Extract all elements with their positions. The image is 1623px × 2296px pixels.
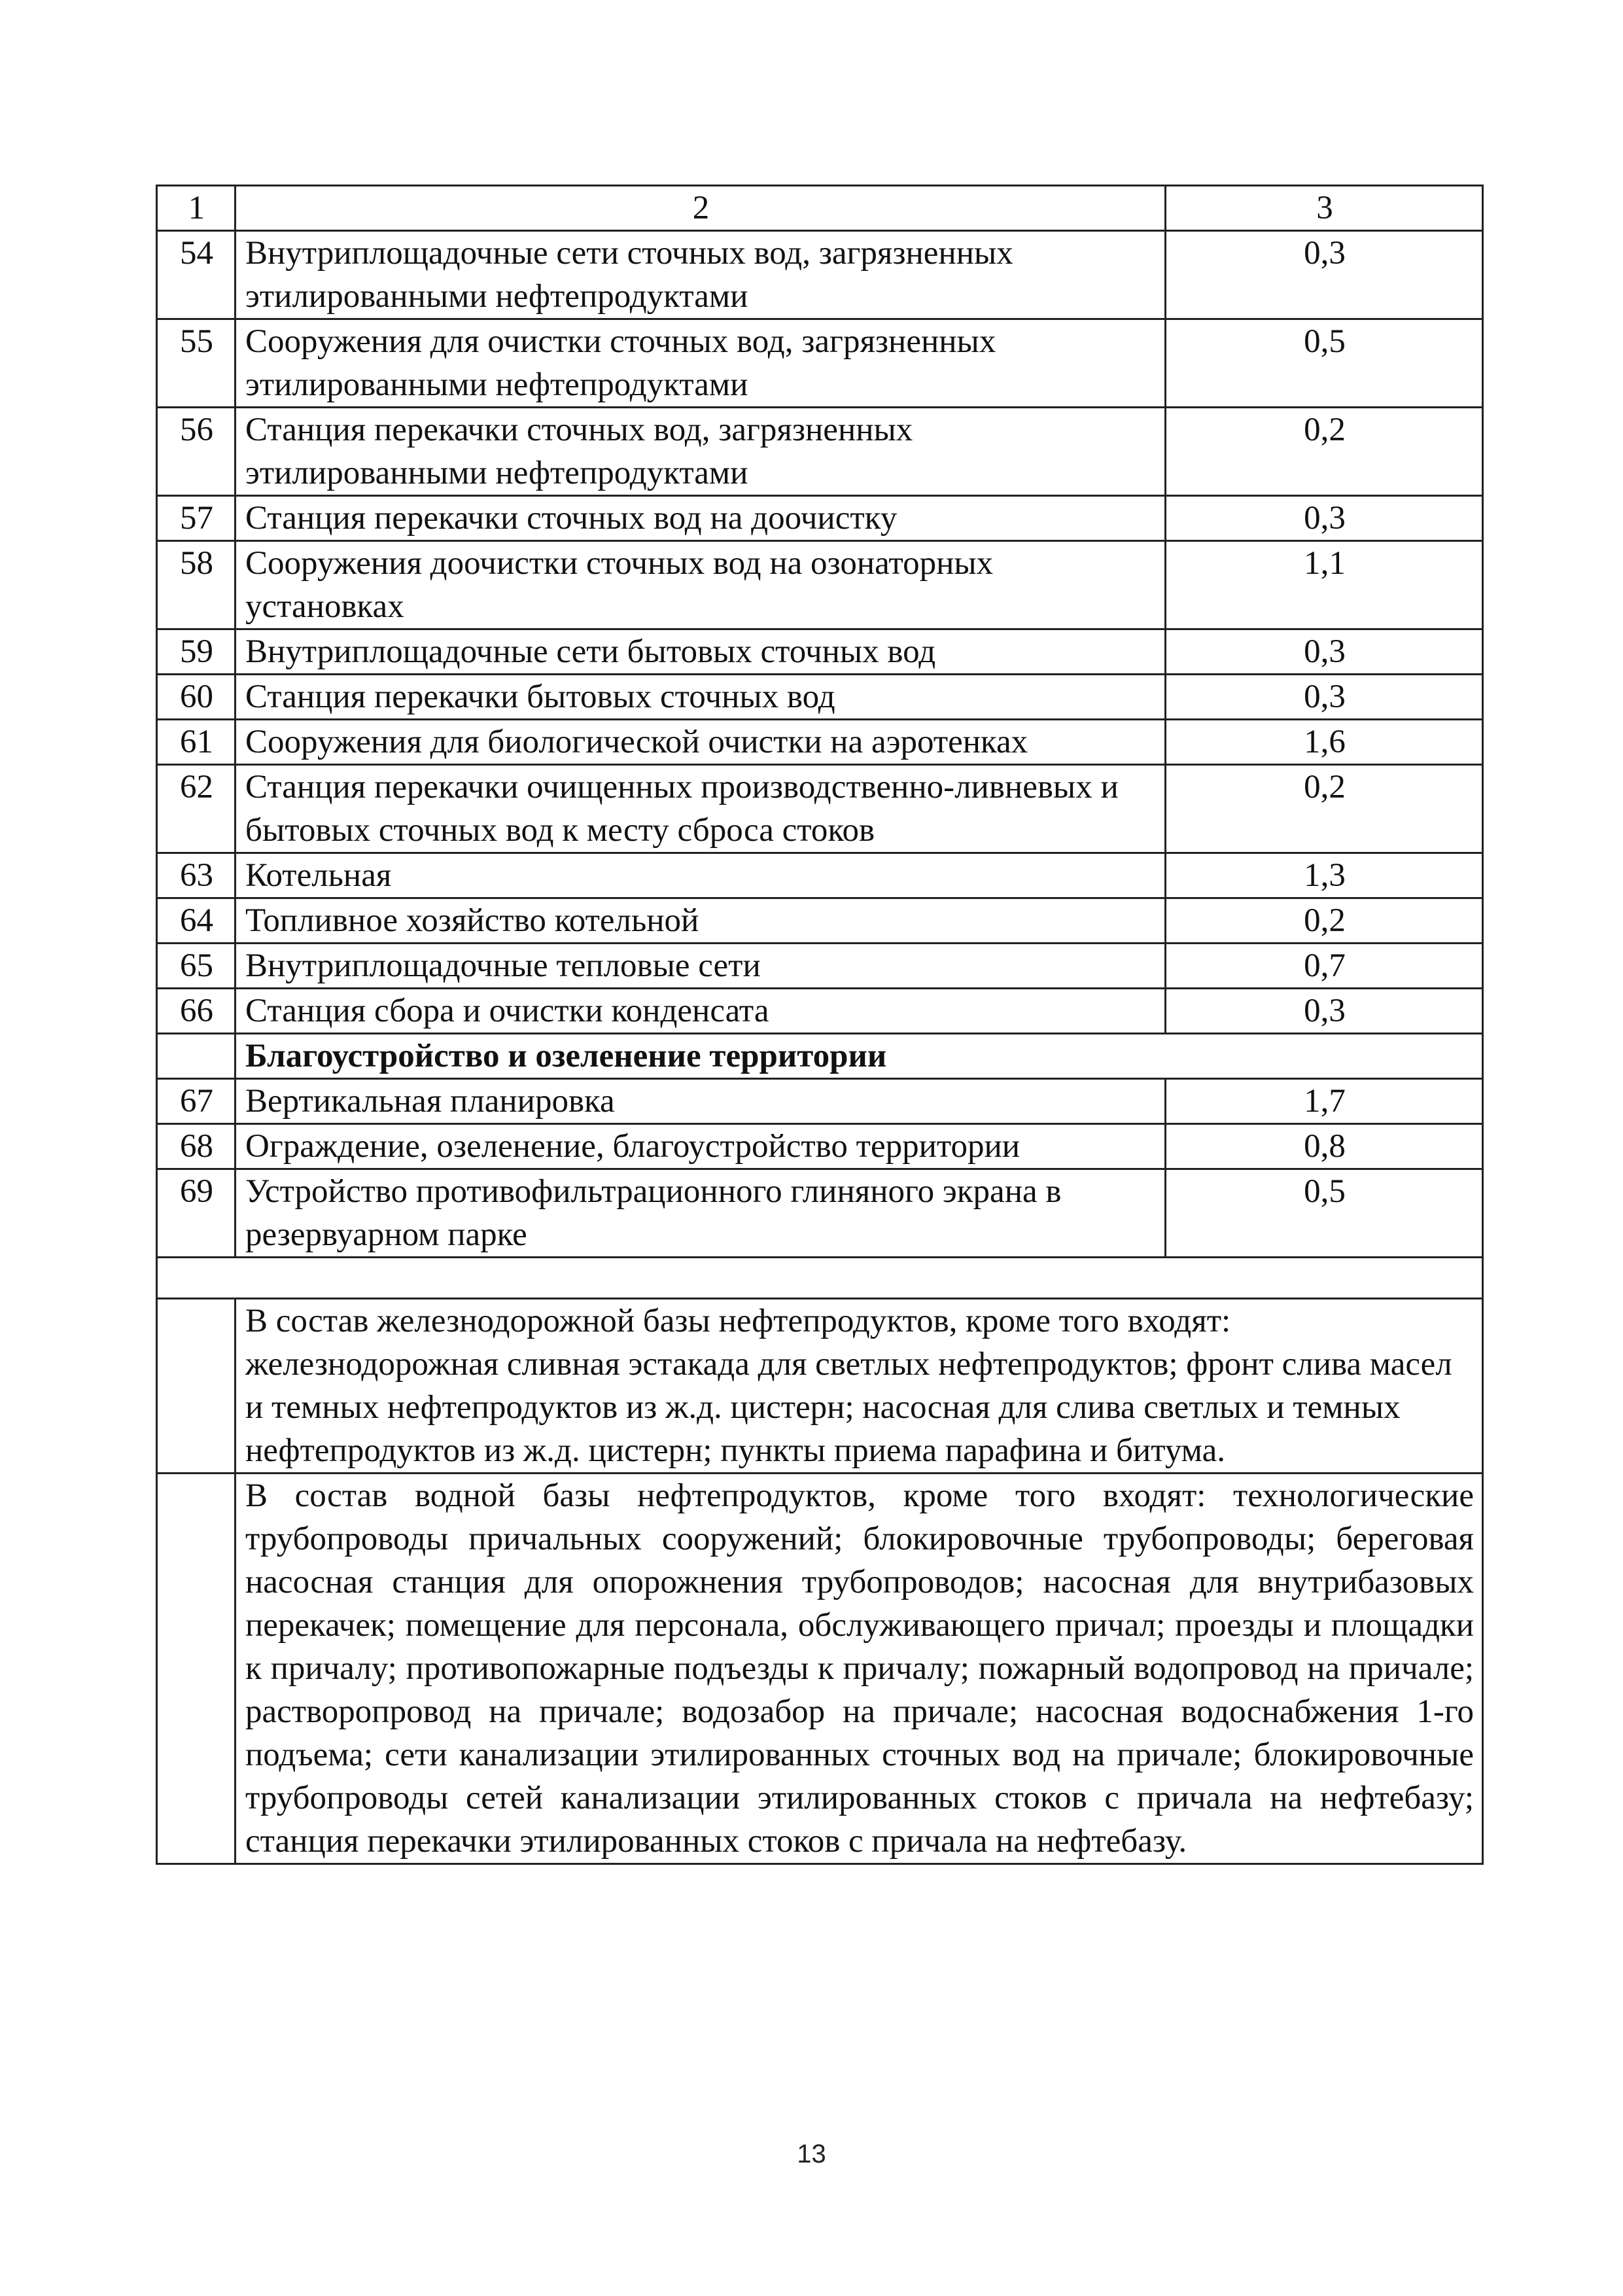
table-row [157,231,1483,319]
table-row [157,989,1483,1034]
header-col-1: 1 [157,186,236,231]
table-row [157,541,1483,629]
page-number: 13 [797,2140,826,2168]
row-value: 0,8 [1166,1124,1483,1169]
row-name: Внутриплощадочные сети сточных вод, загрязненных этилированными нефтепродуктами [236,231,1166,319]
note-row [157,1474,1483,1864]
row-number: 57 [157,496,236,541]
row-value: 0,3 [1166,629,1483,675]
header-col-3: 3 [1166,186,1483,231]
table-row [157,1124,1483,1169]
row-value: 0,3 [1166,496,1483,541]
row-name: Внутриплощадочные сети бытовых сточных вод [236,629,1166,675]
table-row [157,765,1483,853]
table-row [157,944,1483,989]
row-value: 0,2 [1166,898,1483,944]
row-number: 60 [157,675,236,720]
row-number: 56 [157,408,236,496]
note-row [157,1299,1483,1474]
row-number: 55 [157,319,236,408]
row-value: 1,6 [1166,720,1483,765]
table-row [157,319,1483,408]
row-value: 1,7 [1166,1079,1483,1124]
row-number: 62 [157,765,236,853]
row-name: Станция перекачки бытовых сточных вод [236,675,1166,720]
row-name: Сооружения доочистки сточных вод на озонаторных установках [236,541,1166,629]
row-number: 66 [157,989,236,1034]
row-number: 63 [157,853,236,898]
empty-cell [157,1258,1483,1299]
row-number: 64 [157,898,236,944]
note-railway-base: В состав железнодорожной базы нефтепродуктов, кроме того входят: железнодорожная сливная эстакада для светлых нефтепродуктов; фронт слива масел и темных нефтепродуктов из ж.д. цистерн; насосная для слива светлых и темных нефтепродуктов из ж.д. цистерн; пункты приема парафина и битума. [236,1299,1483,1474]
header-col-2: 2 [236,186,1166,231]
row-number: 69 [157,1169,236,1258]
section-title: Благоустройство и озеленение территории [236,1034,1483,1079]
row-number: 61 [157,720,236,765]
table-row [157,853,1483,898]
row-number: 58 [157,541,236,629]
row-name: Сооружения для биологической очистки на аэротенках [236,720,1166,765]
row-name: Котельная [236,853,1166,898]
table-row [157,898,1483,944]
row-name: Вертикальная планировка [236,1079,1166,1124]
row-value: 1,3 [1166,853,1483,898]
row-name: Сооружения для очистки сточных вод, загрязненных этилированными нефтепродуктами [236,319,1166,408]
row-value: 0,2 [1166,765,1483,853]
section-row [157,1034,1483,1079]
row-name: Станция перекачки сточных вод, загрязненных этилированными нефтепродуктами [236,408,1166,496]
row-number: 59 [157,629,236,675]
data-table [156,185,1484,1865]
row-name: Станция перекачки сточных вод на доочистку [236,496,1166,541]
row-number: 67 [157,1079,236,1124]
note-empty-cell [157,1474,236,1864]
row-value: 0,3 [1166,675,1483,720]
row-value: 0,5 [1166,319,1483,408]
row-value: 0,5 [1166,1169,1483,1258]
row-name: Станция сбора и очистки конденсата [236,989,1166,1034]
row-name: Устройство противофильтрационного глиняного экрана в резервуарном парке [236,1169,1166,1258]
row-name: Внутриплощадочные тепловые сети [236,944,1166,989]
row-number: 68 [157,1124,236,1169]
row-value: 0,7 [1166,944,1483,989]
row-value: 0,3 [1166,989,1483,1034]
row-value: 0,3 [1166,231,1483,319]
table-row [157,1079,1483,1124]
table-row [157,408,1483,496]
row-value: 0,2 [1166,408,1483,496]
table-header-row [157,186,1483,231]
table-row [157,720,1483,765]
row-name: Станция перекачки очищенных производственно-ливневых и бытовых сточных вод к месту сброса стоков [236,765,1166,853]
table-row [157,496,1483,541]
row-name: Ограждение, озеленение, благоустройство территории [236,1124,1166,1169]
row-number: 65 [157,944,236,989]
note-water-base: В состав водной базы нефтепродуктов, кроме того входят: технологические трубопроводы причальных сооружений; блокировочные трубопроводы; береговая насосная станция для опорожнения трубопроводов; насосная для внутрибазовых перекачек; помещение для персонала, обслуживающего причал; проезды и площадки к причалу; противопожарные подъезды к причалу; пожарный водопровод на причале; растворопровод на причале; водозабор на причале; насосная водоснабжения 1-го подъема; сети канализации этилированных сточных вод на причале; блокировочные трубопроводы сетей канализации этилированных стоков с причала на нефтебазу; станция перекачки этилированных стоков с причала на нефтебазу. [236,1474,1483,1864]
note-empty-cell [157,1299,236,1474]
table-row [157,675,1483,720]
empty-row [157,1258,1483,1299]
row-value: 1,1 [1166,541,1483,629]
row-name: Топливное хозяйство котельной [236,898,1166,944]
row-number: 54 [157,231,236,319]
table-row [157,1169,1483,1258]
table-row [157,629,1483,675]
section-empty-cell [157,1034,236,1079]
